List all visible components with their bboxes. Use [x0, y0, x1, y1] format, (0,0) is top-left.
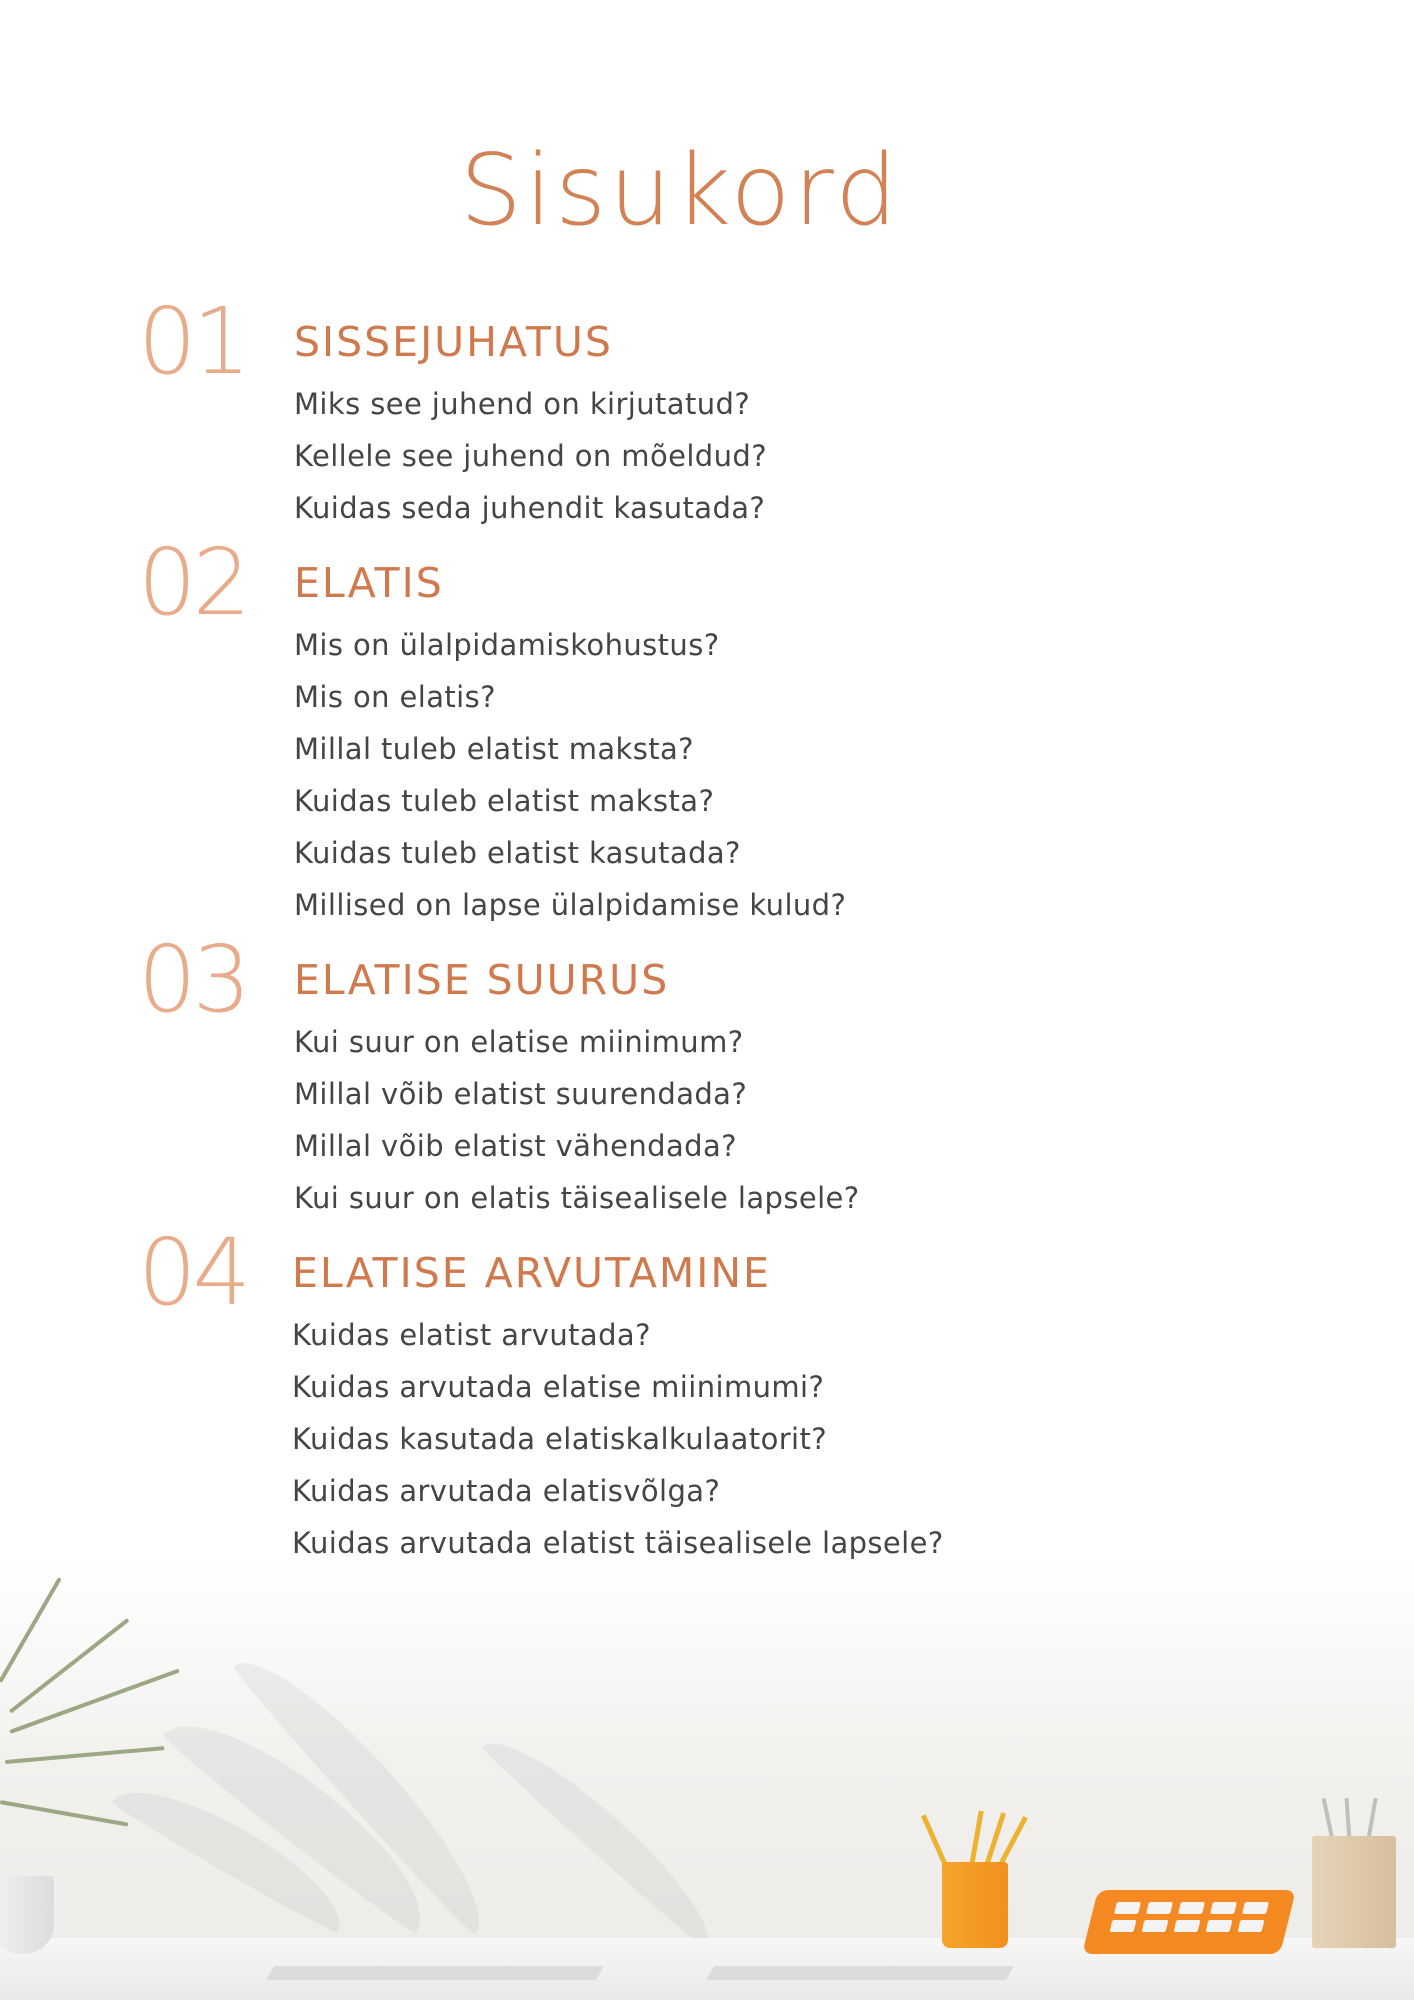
calculator-decoration: [1082, 1890, 1296, 1954]
toc-item[interactable]: Millal tuleb elatist maksta?: [294, 732, 694, 766]
toc-item[interactable]: Kuidas seda juhendit kasutada?: [294, 491, 766, 525]
calculator-key: [1242, 1902, 1269, 1914]
section-item-list: [294, 378, 767, 534]
toc-item[interactable]: Kui suur on elatis täisealisele lapsele?: [294, 1181, 860, 1215]
toc-item[interactable]: Kui suur on elatise miinimum?: [294, 1025, 744, 1059]
desk-scene-image: [0, 1560, 1414, 2000]
plant-leaf: [0, 1577, 62, 1683]
toc-item[interactable]: Kuidas arvutada elatisvõlga?: [292, 1474, 721, 1508]
calculator-key: [1178, 1902, 1205, 1914]
calculator-key: [1146, 1902, 1173, 1914]
leaf-shadow-decoration: [480, 1720, 730, 1950]
section-item-list: [292, 1309, 944, 1569]
page-title: Sisukord: [459, 134, 901, 248]
plant-leaf: [5, 1746, 165, 1764]
toc-item[interactable]: Miks see juhend on kirjutatud?: [294, 387, 751, 421]
section-number: 03: [138, 926, 248, 1033]
calculator-key: [1114, 1902, 1141, 1914]
calculator-key: [1210, 1902, 1237, 1914]
section-number: 01: [138, 288, 248, 395]
toc-item[interactable]: Kuidas tuleb elatist maksta?: [294, 784, 715, 818]
toc-item[interactable]: Kuidas tuleb elatist kasutada?: [294, 836, 741, 870]
pen-decoration: [1366, 1798, 1377, 1840]
section-body: [294, 950, 860, 1224]
section-number: 04: [138, 1219, 248, 1326]
toc-item[interactable]: Mis on elatis?: [294, 680, 496, 714]
calculator-key: [1238, 1920, 1265, 1932]
section-number: 02: [138, 529, 248, 636]
section-body: [294, 553, 846, 931]
toc-item[interactable]: Millised on lapse ülalpidamise kulud?: [294, 888, 847, 922]
toc-item[interactable]: Kuidas arvutada elatist täisealisele lapsele?: [292, 1526, 944, 1560]
plant-leaf: [9, 1669, 180, 1734]
plant-pot: [0, 1876, 54, 1954]
section-item-list: [294, 1016, 860, 1224]
section-heading: ELATISE ARVUTAMINE: [292, 1249, 771, 1297]
toc-item[interactable]: Kellele see juhend on mõeldud?: [294, 439, 767, 473]
toc-item[interactable]: Millal võib elatist suurendada?: [294, 1077, 748, 1111]
toc-item[interactable]: Kuidas arvutada elatise miinimumi?: [292, 1370, 825, 1404]
calculator-key: [1174, 1920, 1201, 1932]
notebook-decoration: [266, 1966, 604, 1980]
wooden-pen-holder: [1312, 1836, 1396, 1948]
calculator-key: [1110, 1920, 1137, 1932]
section-heading: ELATISE SUURUS: [294, 956, 670, 1004]
pen-decoration: [1322, 1798, 1335, 1840]
pencil-cup: [942, 1862, 1008, 1948]
section-body: [292, 1243, 944, 1569]
calculator-key: [1206, 1920, 1233, 1932]
pen-decoration: [1345, 1798, 1352, 1840]
calculator-key: [1142, 1920, 1169, 1932]
plant-leaf: [0, 1800, 128, 1827]
notebook-decoration: [706, 1966, 1014, 1980]
toc-item[interactable]: Millal võib elatist vähendada?: [294, 1129, 737, 1163]
toc-item[interactable]: Kuidas kasutada elatiskalkulaatorit?: [292, 1422, 828, 1456]
toc-item[interactable]: Mis on ülalpidamiskohustus?: [294, 628, 720, 662]
section-heading: ELATIS: [294, 559, 444, 607]
section-heading: SISSEJUHATUS: [294, 318, 613, 366]
section-body: [294, 312, 767, 534]
section-item-list: [294, 619, 846, 931]
toc-item[interactable]: Kuidas elatist arvutada?: [292, 1318, 651, 1352]
